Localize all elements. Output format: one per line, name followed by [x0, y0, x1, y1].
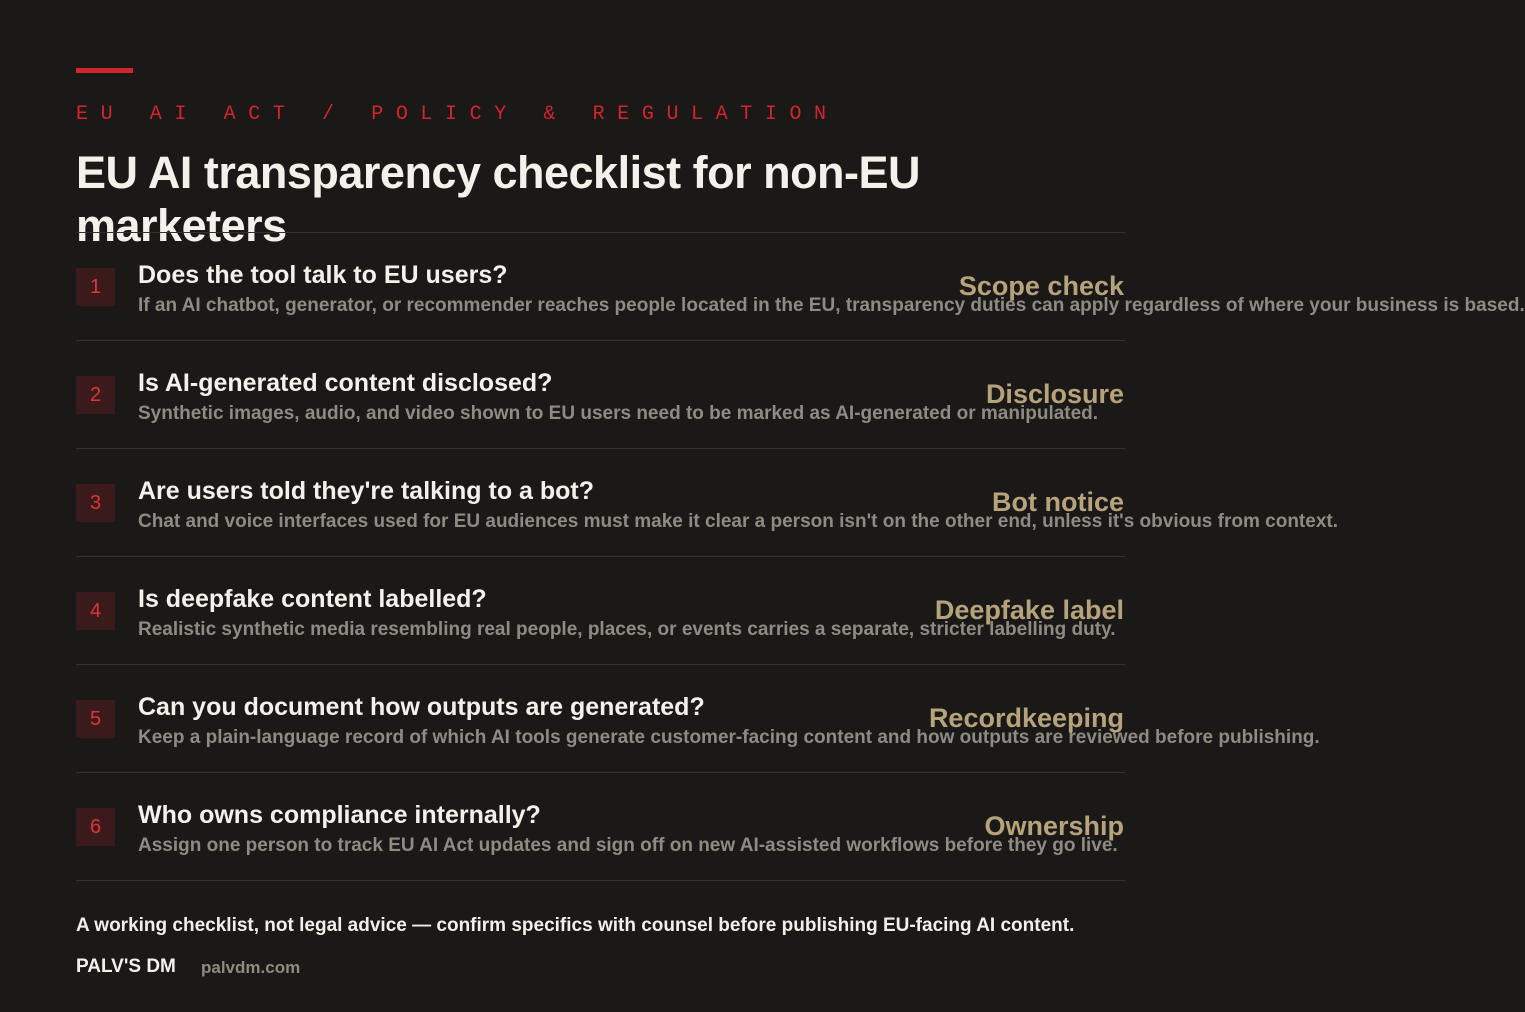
brand-url[interactable]: palvdm.com — [201, 958, 301, 977]
checklist-item — [76, 449, 1338, 557]
item-number-badge: 5 — [76, 700, 115, 738]
item-question: Is deepfake content labelled? — [138, 585, 487, 613]
checklist-item — [76, 341, 1125, 449]
checklist-item — [76, 665, 1320, 773]
checklist — [76, 232, 1525, 881]
checklist-item — [76, 233, 1525, 341]
item-description: Keep a plain-language record of which AI tools generate customer-facing content and how outputs are reviewed before publishing. — [138, 727, 1320, 748]
item-tag: Deepfake label — [934, 595, 1124, 625]
item-number-badge: 3 — [76, 484, 115, 522]
item-question: Are users told they're talking to a bot? — [138, 477, 595, 505]
item-description: Chat and voice interfaces used for EU audiences must make it clear a person isn't on the other end, unless it's obvious from context. — [138, 511, 1338, 532]
item-tag: Bot notice — [992, 487, 1124, 517]
item-question: Does the tool talk to EU users? — [138, 261, 508, 289]
item-description: Assign one person to track EU AI Act updates and sign off on new AI-assisted workflows before they go live. — [138, 835, 1118, 856]
accent-bar — [76, 68, 133, 73]
item-description: Realistic synthetic media resembling real people, places, or events carries a separate, stricter labelling duty. — [138, 619, 1116, 640]
item-tag: Ownership — [984, 811, 1124, 841]
item-tag: Recordkeeping — [928, 703, 1124, 733]
item-description: Synthetic images, audio, and video shown to EU users need to be marked as AI-generated or manipulated. — [138, 403, 1099, 424]
category-kicker: EU AI ACT / POLICY & REGULATION — [76, 103, 839, 126]
item-number-badge: 2 — [76, 376, 115, 414]
disclaimer-note: A working checklist, not legal advice — confirm specifics with counsel before publishing EU-facing AI content. — [76, 915, 1075, 936]
item-number-badge: 4 — [76, 592, 115, 630]
item-question: Is AI-generated content disclosed? — [138, 369, 553, 397]
item-number-badge: 1 — [76, 268, 115, 306]
item-question: Who owns compliance internally? — [138, 801, 541, 829]
item-tag: Scope check — [958, 271, 1124, 301]
checklist-item — [76, 773, 1125, 881]
brand-name: PALV'S DM — [76, 956, 176, 977]
item-description: If an AI chatbot, generator, or recommender reaches people located in the EU, transparency duties can apply regardless of where your business is based. — [138, 295, 1525, 316]
item-number-badge: 6 — [76, 808, 115, 846]
checklist-item — [76, 557, 1125, 665]
item-question: Can you document how outputs are generated? — [138, 693, 705, 721]
item-tag: Disclosure — [985, 379, 1124, 409]
page-title: EU AI transparency checklist for non-EU marketers — [76, 147, 921, 251]
